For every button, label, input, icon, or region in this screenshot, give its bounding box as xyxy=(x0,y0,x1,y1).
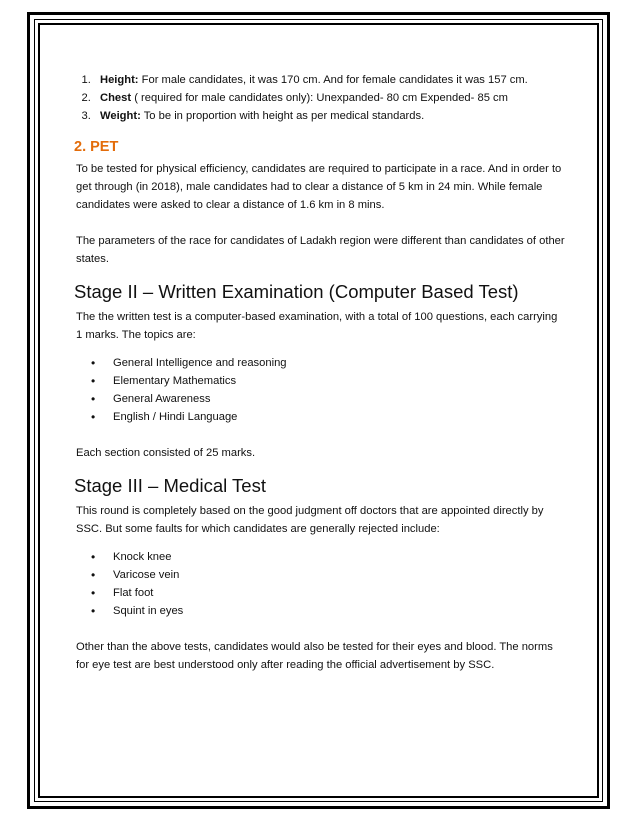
list-item xyxy=(94,89,566,107)
stage2-intro: The the written test is a computer-based examination, with a total of 100 questions, each carrying 1 marks. The topics are: xyxy=(76,311,558,341)
stage3-intro: This round is completely based on the good judgment off doctors that are appointed directly by SSC. But some faults for which candidates are generally rejected include: xyxy=(76,505,544,535)
stage3-heading: Stage III – Medical Test xyxy=(74,475,266,496)
list-item: • English / Hindi Language xyxy=(113,408,566,426)
pet-ladakh-paragraph: The parameters of the race for candidates of Ladakh region were different than candidates of other states. xyxy=(76,235,565,265)
list-item: • Elementary Mathematics xyxy=(113,372,566,390)
list-item: • General Awareness xyxy=(113,390,566,408)
faults-list xyxy=(76,548,566,620)
document-body xyxy=(76,71,566,674)
item-text: For male candidates, it was 170 cm. And for female candidates it was 157 cm. xyxy=(138,74,528,86)
topics-list xyxy=(76,354,566,426)
list-item: • Varicose vein xyxy=(113,566,566,584)
item-label: Chest xyxy=(100,92,132,104)
list-item: • Flat foot xyxy=(113,584,566,602)
item-label: Weight: xyxy=(100,110,141,122)
stage2-heading: Stage II – Written Examination (Computer Based Test) xyxy=(74,281,519,302)
pet-heading: 2. PET xyxy=(74,139,119,155)
stage3-outro: Other than the above tests, candidates would also be tested for their eyes and blood. The norms for eye test are best understood only after reading the official advertisement by SSC. xyxy=(76,641,553,671)
item-text: ( required for male candidates only): Unexpanded- 80 cm Expended- 85 cm xyxy=(131,92,508,104)
list-item xyxy=(94,107,566,125)
item-label: Height: xyxy=(100,74,139,86)
stage2-outro: Each section consisted of 25 marks. xyxy=(76,447,256,459)
list-item xyxy=(94,71,566,89)
list-item: • Squint in eyes xyxy=(113,602,566,620)
item-text: To be in proportion with height as per medical standards. xyxy=(140,110,425,122)
physical-standards-list xyxy=(76,71,566,125)
pet-paragraph: To be tested for physical efficiency, candidates are required to participate in a race. And in order to get through (in 2018), male candidates had to clear a distance of 5 km in 24 min. While female candidates were asked to clear a distance of 1.6 km in 8 mins. xyxy=(76,163,562,211)
list-item: • General Intelligence and reasoning xyxy=(113,354,566,372)
list-item: • Knock knee xyxy=(113,548,566,566)
